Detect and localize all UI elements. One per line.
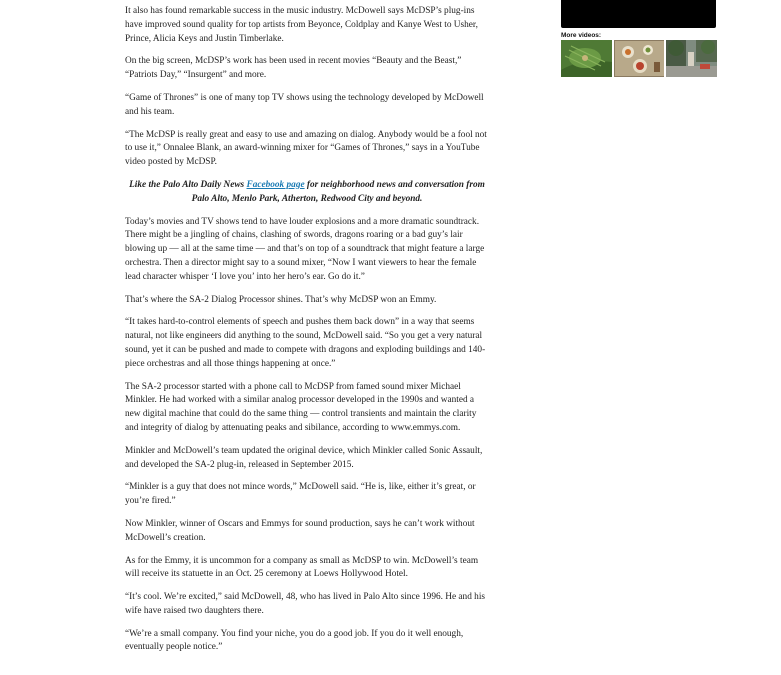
more-videos-list (561, 40, 717, 77)
promo-text-before: Like the Palo Alto Daily News (129, 179, 247, 190)
video-sidebar (561, 0, 717, 77)
article-paragraph: “It takes hard-to-control elements of speech and pushes them back down” in a way that seems natural, not like engineers did anything to the sound, McDowell said. “So you get a very natural sound, yet it can be pushed and made to compete with dragons and exploding buildings and 140-piece orchestras and all those things happening at once.” (125, 317, 486, 369)
article-paragraph: “It’s cool. We’re excited,” said McDowell, 48, who has lived in Palo Alto since 1996. He and his wife have raised two daughters there. (125, 592, 486, 616)
article-paragraph: “Game of Thrones” is one of many top TV shows using the technology developed by McDowell and his team. (125, 92, 484, 117)
article-paragraph: It also has found remarkable success in the music industry. McDowell says McDSP’s plug-ins have improved sound quality for top artists from Beyonce, Coldplay and Kanye West to Usher, Prince, Alicia Keys and Justin Timberlake. (125, 6, 478, 44)
article-body (125, 0, 489, 664)
food-table-thumbnail-icon (614, 40, 665, 77)
article-paragraph: “Minkler is a guy that does not mince words,” McDowell said. “He is, like, either it’s great, or you’re fired.” (125, 482, 476, 507)
facebook-promo (125, 179, 489, 207)
video-player[interactable] (561, 0, 716, 28)
article-paragraph: Minkler and McDowell’s team updated the original device, which Minkler called Sonic Assault, and developed the SA-2 plug-in, released in September 2015. (125, 445, 483, 470)
video-thumbnail-street-scene[interactable] (666, 40, 717, 77)
article-paragraph: On the big screen, McDSP’s work has been used in recent movies “Beauty and the Beast,” “Patriots Day,” “Insurgent” and more. (125, 56, 462, 81)
article-paragraph: The SA-2 processor started with a phone call to McDSP from famed sound mixer Michael Minkler. He had worked with a similar analog processor developed in the 1990s and wanted a new digital machine that could do the same thing — control transients and maintain the clarity and integrity of dialog by attenuating peaks and sibilance, according to www.emmys.com. (125, 381, 477, 433)
street-scene-thumbnail-icon (666, 40, 717, 77)
more-videos-label: More videos: (561, 32, 602, 39)
aerial-field-thumbnail-icon (561, 40, 612, 77)
article-paragraph: “The McDSP is really great and easy to use and amazing on dialog. Anybody would be a fool not to use it,” Onnalee Blank, an award-winning mixer for “Games of Thrones,” says in a YouTube video posted by McDSP. (125, 129, 487, 168)
video-thumbnail-aerial-field[interactable] (561, 40, 612, 77)
article-paragraph: “We’re a small company. You find your niche, you do a good job. If you do it well enough, eventually people notice.” (125, 628, 464, 653)
article-paragraph: Now Minkler, winner of Oscars and Emmys for sound production, says he can’t work without McDowell’s creation. (125, 518, 475, 543)
video-thumbnail-food-table[interactable] (614, 40, 665, 77)
article-paragraph: Today’s movies and TV shows tend to have louder explosions and a more dramatic soundtrack. There might be a jingling of chains, clashing of swords, dragons roaring or a bad guy’s lair blowing up — all at the same time — and that’s on top of a soundtrack that might feature a large orchestra. Then a director might say to a sound mixer, “Now I want viewers to hear the female lead character whisper ‘I love you’ into her hero’s ear. Go do it.” (125, 216, 485, 282)
facebook-page-link[interactable]: Facebook page (246, 179, 305, 190)
promo-text-after: for neighborhood news and conversation from Palo Alto, Menlo Park, Atherton, Redwood City and beyond. (191, 179, 485, 204)
article-paragraph: As for the Emmy, it is uncommon for a company as small as McDSP to win. McDowell’s team will receive its statuette in an Oct. 25 ceremony at Loews Hollywood Hotel. (125, 555, 479, 580)
article-paragraph: That’s where the SA-2 Dialog Processor shines. That’s why McDSP won an Emmy. (125, 294, 437, 305)
